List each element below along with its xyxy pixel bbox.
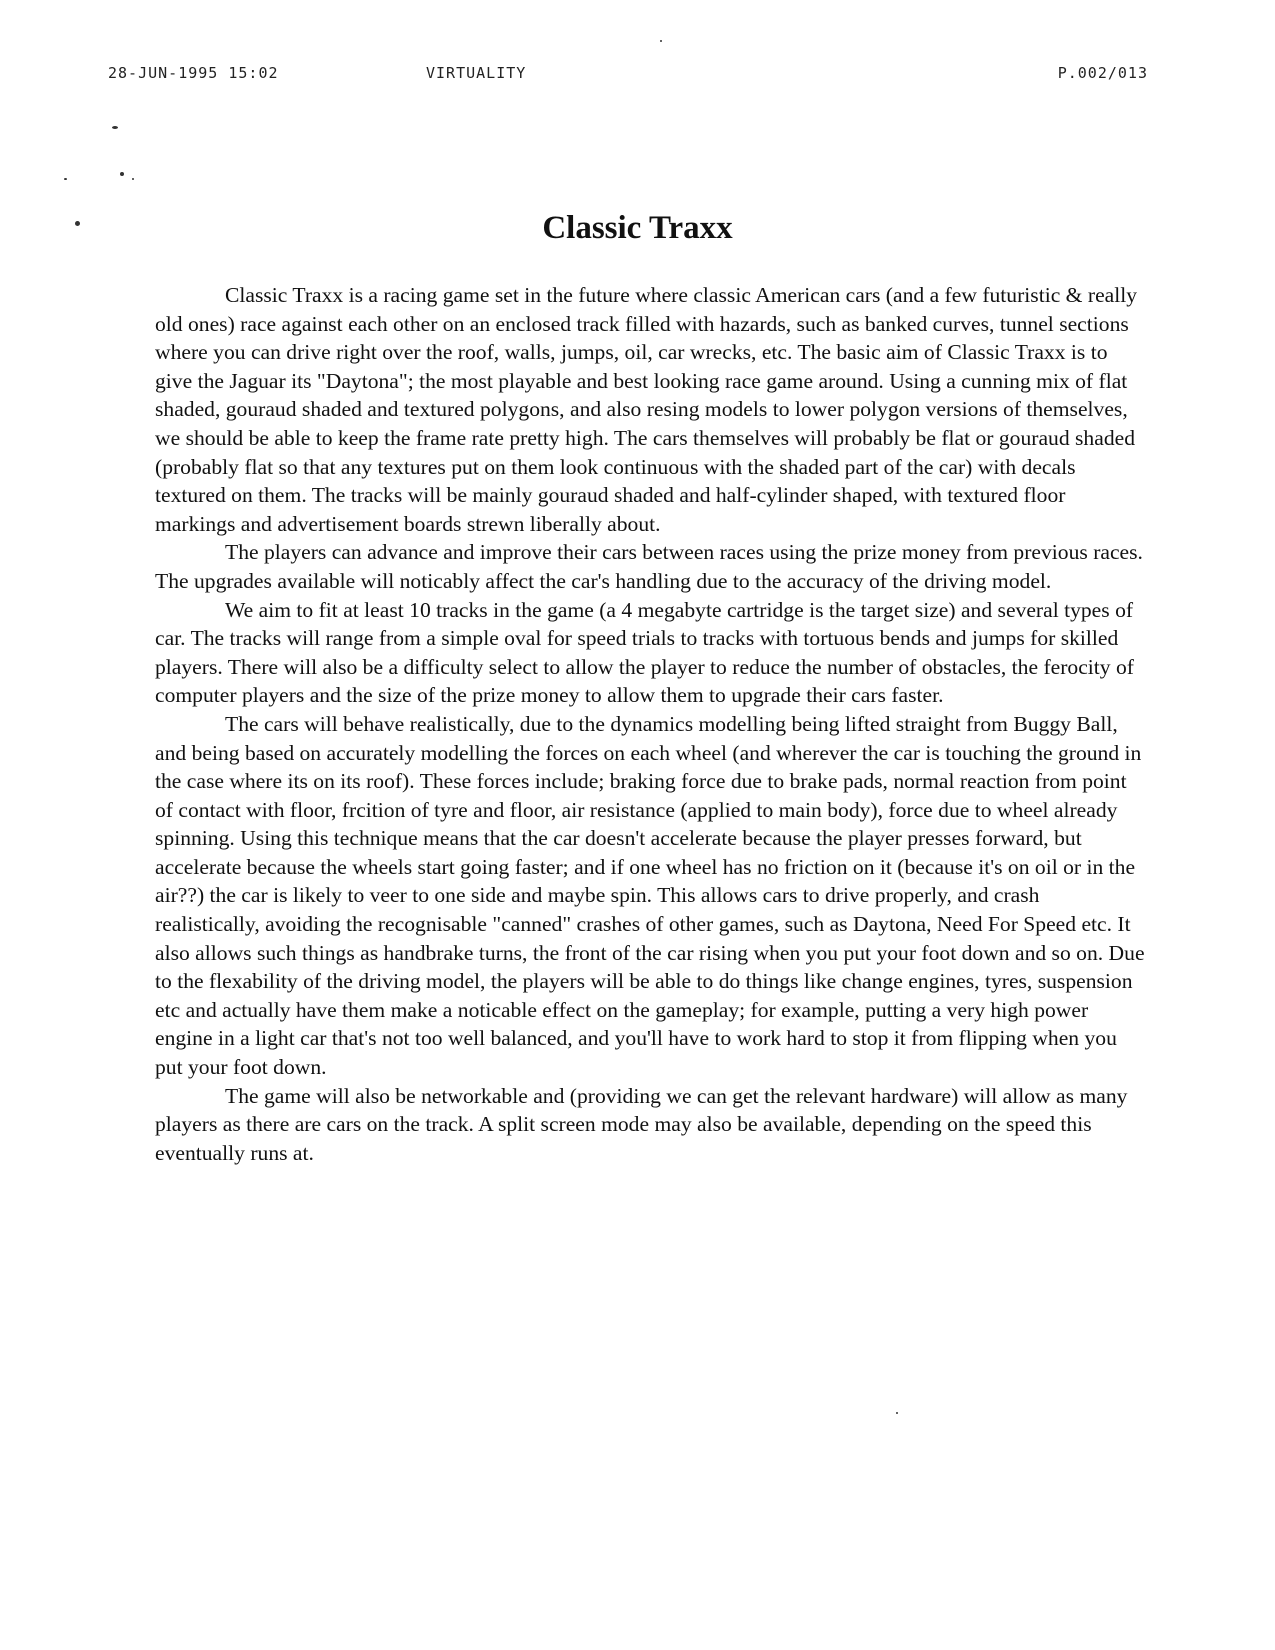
paragraph: The players can advance and improve their cars between races using the prize money from previous races. The upgrades available will noticably affect the car's handling due to the accuracy of the driving model. xyxy=(155,540,1143,593)
scan-speck xyxy=(112,126,118,129)
fax-header xyxy=(108,64,1148,88)
document-text xyxy=(155,281,1147,1167)
paragraph: The cars will behave realistically, due to the dynamics modelling being lifted straight from Buggy Ball, and being based on accurately modelling the forces on each wheel (and wherever the car is touching the ground in the case where its on its roof). These forces include; braking force due to brake pads, normal reaction from point of contact with floor, frcition of tyre and floor, air resistance (applied to main body), force due to wheel already spinning. Using this technique means that the car doesn't accelerate because the player presses forward, but accelerate because the wheels start going faster; and if one wheel has no friction on it (because it's on oil or in the air??) the car is likely to veer to one side and maybe spin. This allows cars to drive properly, and crash realistically, avoiding the recognisable "canned" crashes of other games, such as Daytona, Need For Speed etc. It also allows such things as handbrake turns, the front of the car rising when you put your foot down and so on. Due to the flexability of the driving model, the players will be able to do things like change engines, tyres, suspension etc and actually have them make a noticable effect on the gameplay; for example, putting a very high power engine in a light car that's not too well balanced, and you'll have to work hard to stop it from flipping when you put your foot down. xyxy=(155,711,1145,1080)
paragraph: Classic Traxx is a racing game set in the future where classic American cars (and a few futuristic & really old ones) race against each other on an enclosed track filled with hazards, such as banked curves, tunnel sections where you can drive right over the roof, walls, jumps, oil, car wrecks, etc. The basic aim of Classic Traxx is to give the Jaguar its "Daytona"; the most playable and best looking race game around. Using a cunning mix of flat shaded, gouraud shaded and textured polygons, and also resing models to lower polygon versions of themselves, we should be able to keep the frame rate pretty high. The cars themselves will probably be flat or gouraud shaded (probably flat so that any textures put on them look continuous with the shaded part of the car) with decals textured on them. The tracks will be mainly gouraud shaded and half-cylinder shaped, with textured floor markings and advertisement boards strewn liberally about. xyxy=(155,283,1138,536)
paragraph: The game will also be networkable and (providing we can get the relevant hardware) will allow as many players as there are cars on the track. A split screen mode may also be available, depending on the speed this eventually runs at. xyxy=(155,1083,1128,1165)
paragraph: We aim to fit at least 10 tracks in the game (a 4 megabyte cartridge is the target size) and several types of car. The tracks will range from a simple oval for speed trials to tracks with tortuous bends and jumps for skilled players. There will also be a difficulty select to allow the player to reduce the number of obstacles, the ferocity of computer players and the size of the prize money to allow them to upgrade their cars faster. xyxy=(155,597,1134,708)
fax-date-time: 28-JUN-1995 15:02 xyxy=(108,64,279,82)
scan-speck xyxy=(120,172,124,176)
scan-speck xyxy=(896,1412,898,1414)
scan-speck xyxy=(64,178,67,180)
fax-sender: VIRTUALITY xyxy=(426,64,527,82)
fax-page-number: P.002/013 xyxy=(1057,64,1148,82)
document-title: Classic Traxx xyxy=(542,210,733,246)
scan-speck xyxy=(660,40,662,42)
scan-speck xyxy=(132,178,134,180)
